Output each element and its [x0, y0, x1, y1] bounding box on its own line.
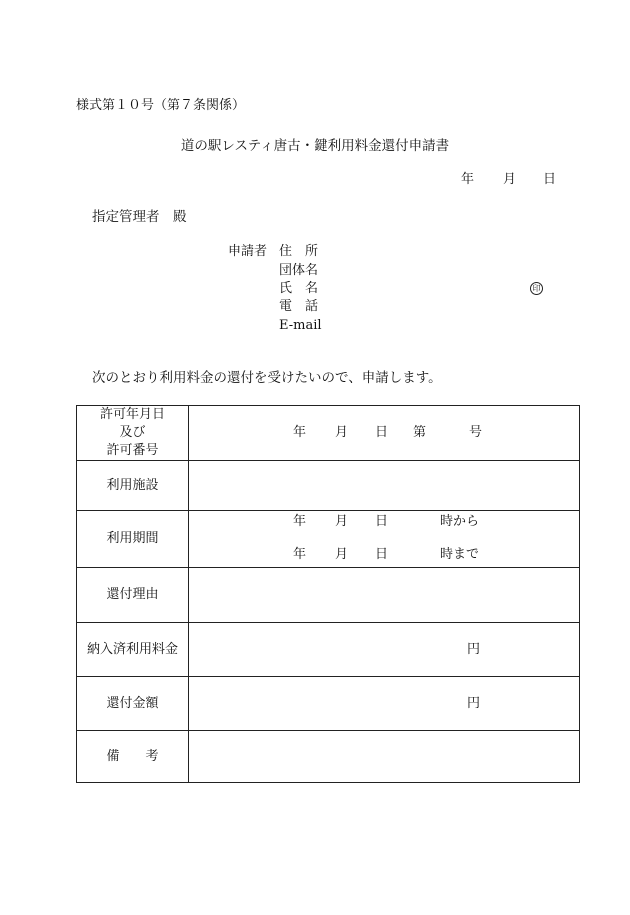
period-end-month: 月	[335, 547, 349, 562]
facility-row	[77, 461, 580, 511]
addressee: 指定管理者 殿	[92, 209, 187, 225]
period-end-day: 日	[375, 547, 389, 562]
date-year: 年	[461, 172, 475, 187]
reason-row	[77, 568, 580, 623]
period-row	[77, 511, 580, 568]
permit-month: 月	[335, 425, 349, 440]
refund-amount-row	[77, 677, 580, 731]
facility-value-cell[interactable]	[189, 461, 580, 511]
period-label-cell	[77, 511, 189, 568]
email-label: E-mail	[279, 318, 322, 333]
remarks-value-cell[interactable]	[189, 731, 580, 783]
facility-label-cell	[77, 461, 189, 511]
refund-form-table	[76, 405, 580, 783]
address-label: 住 所	[279, 244, 319, 259]
permit-label-line1: 許可年月日	[99, 407, 165, 422]
seal-mark: 印	[530, 282, 543, 295]
remarks-label-cell	[77, 731, 189, 783]
paid-fee-label-cell	[77, 623, 189, 677]
paid-fee-label: 納入済利用料金	[86, 641, 178, 657]
refund-amount-unit: 円	[467, 696, 481, 711]
permit-number-suffix: 号	[469, 425, 483, 440]
permit-label-cell	[77, 406, 189, 461]
permit-day: 日	[375, 425, 389, 440]
permit-number-prefix: 第	[413, 425, 427, 440]
phone-label: 電 話	[279, 299, 319, 314]
period-end-time: 時まで	[440, 547, 480, 562]
applicant-label: 申請者	[228, 244, 268, 259]
remarks-row	[77, 731, 580, 783]
name-label: 氏 名	[279, 281, 319, 296]
reason-value-cell[interactable]	[189, 568, 580, 623]
remarks-label: 備 考	[106, 748, 159, 764]
period-start-time: 時から	[440, 514, 480, 529]
date-day: 日	[543, 172, 557, 187]
reason-label-cell	[77, 568, 189, 623]
permit-year: 年	[293, 425, 307, 440]
request-text: 次のとおり利用料金の還付を受けたいので、申請します。	[92, 370, 442, 386]
period-label: 利用期間	[106, 531, 159, 546]
period-value-cell[interactable]	[189, 511, 580, 568]
refund-amount-value-cell[interactable]	[189, 677, 580, 731]
permit-label-line3: 許可番号	[106, 443, 159, 458]
period-start-month: 月	[335, 514, 349, 529]
reason-label: 還付理由	[106, 587, 159, 602]
document-title: 道の駅レスティ唐古・鍵利用料金還付申請書	[180, 138, 450, 154]
refund-amount-label: 還付金額	[106, 695, 159, 711]
period-start-year: 年	[293, 514, 307, 529]
paid-fee-value-cell[interactable]	[189, 623, 580, 677]
organization-label: 団体名	[279, 263, 319, 278]
facility-label: 利用施設	[106, 477, 159, 493]
period-end-year: 年	[293, 547, 307, 562]
period-start-day: 日	[375, 514, 389, 529]
permit-row	[77, 406, 580, 461]
refund-amount-label-cell	[77, 677, 189, 731]
permit-value-cell[interactable]	[189, 406, 580, 461]
permit-label-line2: 及び	[119, 425, 146, 440]
date-month: 月	[503, 172, 517, 187]
paid-fee-unit: 円	[467, 642, 481, 657]
paid-fee-row	[77, 623, 580, 677]
form-number: 様式第１０号（第７条関係）	[76, 98, 246, 113]
